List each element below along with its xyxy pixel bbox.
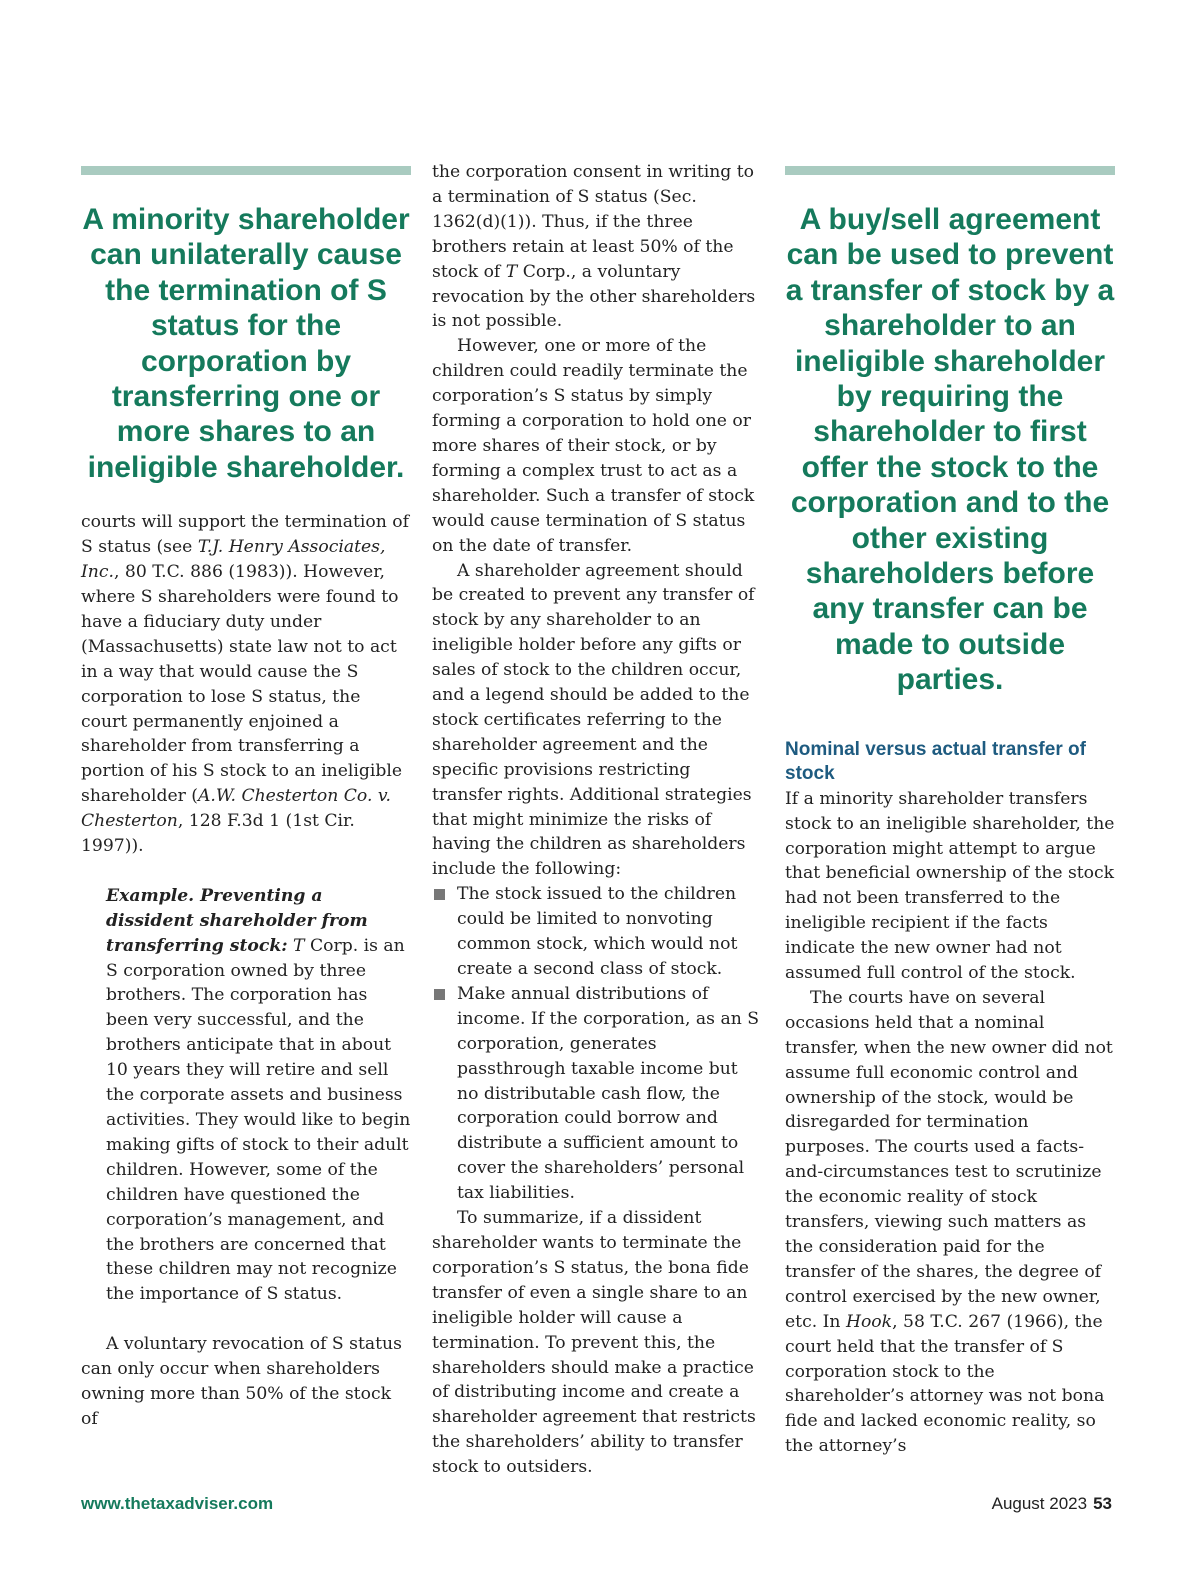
example-block: Example. Preventing a dissident shareholder from transferring stock: T Corp. is an S corporation owned by three brothers. The corporation has been very successful, and the brothers anticipate that in about 10 years they will retire and sell the corporate assets and business activities. They would like to begin making gifts of stock to their adult children. However, some of the children have questioned the corporation’s management, and the brothers are concerned that these children may not recognize the importance of S status.	[106, 885, 411, 1305]
footer-date: August 2023	[991, 1494, 1088, 1513]
example-title: Example. Preventing a dissident shareholder from transferring stock:	[106, 885, 368, 956]
body-paragraph: However, one or more of the children could readily terminate the corporation’s S status by simply forming a corporation to hold one or more shares of their stock, or by forming a complex trust to act as a shareholder. Such a transfer of stock would cause termination of S status on the date of transfer.	[432, 336, 755, 556]
body-paragraph: courts will support the termination of S status (see T.J. Henry Associates, Inc., 80 T.C. 886 (1983)). However, where S shareholders were found to have a fiduciary duty under (Massachusetts) state law not to act in a way that would cause the S corporation to lose S status, the court permanently enjoined a shareholder from transferring a portion of his S stock to an ineligible shareholder (A.W. Chesterton Co. v. Chesterton, 128 F.3d 1 (1st Cir. 1997)).	[81, 512, 409, 857]
body-paragraph: the corporation consent in writing to a termination of S status (Sec. 1362(d)(1)). Thus, if the three brothers retain at least 50% of the stock of T Corp., a voluntary revocation by the other shareholders is not possible.	[432, 162, 756, 332]
case-citation: T.J. Henry Associates, Inc.	[81, 537, 386, 583]
body-paragraph: A shareholder agreement should be created to prevent any transfer of stock by any shareholder to an ineligible holder before any gifts or sales of stock to the children occur, and a legend should be added to the stock certificates referring to the shareholder agreement and the specific provisions restricting transfer rights. Additional strategies that might minimize the risks of having the children as shareholders include the following:	[432, 560, 755, 880]
body-paragraph: The courts have on several occasions held that a nominal transfer, when the new owner did not assume full economic control and ownership of the stock, would be disregarded for termination purposes. The courts used a facts-and-circumstances test to scrutinize the economic reality of stock transfers, viewing such matters as the consideration paid for the transfer of the shares, the degree of control exercised by the new owner, etc. In Hook, 58 T.C. 267 (1966), the court held that the transfer of S corporation stock to the shareholder’s attorney was not bona fide and lacked economic reality, so the attorney’s	[785, 987, 1113, 1457]
body-paragraph: To summarize, if a dissident shareholder wants to terminate the corporation’s S status, the bona fide transfer of even a single share to an ineligible holder will cause a termination. To prevent this, the shareholders should make a practice of distributing income and create a shareholder agreement that restricts the shareholders’ ability to transfer stock to outsiders.	[432, 1208, 756, 1478]
pullquote-rule	[785, 166, 1115, 175]
column-middle	[432, 160, 762, 1480]
footer-website: www.thetaxadviser.com	[81, 1494, 274, 1513]
footer-date-page	[992, 1494, 1112, 1514]
section-subhead: Nominal versus actual transfer of stock	[785, 738, 1086, 785]
square-bullet-icon	[434, 989, 445, 1000]
pullquote-rule	[81, 166, 411, 175]
body-paragraph: A voluntary revocation of S status can only occur when shareholders owning more than 50% of the stock of	[81, 1334, 402, 1429]
page-number: 53	[1093, 1494, 1112, 1513]
bullet-item: The stock issued to the children could be limited to nonvoting common stock, which would not create a second class of stock.	[432, 882, 762, 982]
square-bullet-icon	[434, 889, 445, 900]
pullquote-right: A buy/sell agreement can be used to prevent a transfer of stock by a shareholder to an ineligible shareholder by requiring the shareholder to first offer the stock to the corporation and to the other existing shareholders before any transfer can be made to outside parties.	[785, 203, 1115, 697]
body-paragraph: If a minority shareholder transfers stock to an ineligible shareholder, the corporation might attempt to argue that beneficial ownership of the stock had not been transferred to the ineligible recipient if the facts indicate the new owner had not assumed full control of the stock.	[785, 788, 1115, 984]
bullet-item: Make annual distributions of income. If the corporation, as an S corporation, generates passthrough taxable income but no distributable cash flow, the corporation could borrow and distribute a sufficient amount to cover the shareholders’ personal tax liabilities.	[432, 982, 762, 1206]
column-right	[785, 160, 1115, 1459]
column-left	[81, 160, 411, 1432]
case-citation: Hook	[845, 1311, 893, 1332]
case-citation: A.W. Chesterton Co. v. Chesterton	[81, 786, 392, 832]
pullquote-left: A minority shareholder can unilaterally cause the termination of S status for the corporation by transferring one or more shares to an ineligible shareholder.	[82, 203, 410, 484]
